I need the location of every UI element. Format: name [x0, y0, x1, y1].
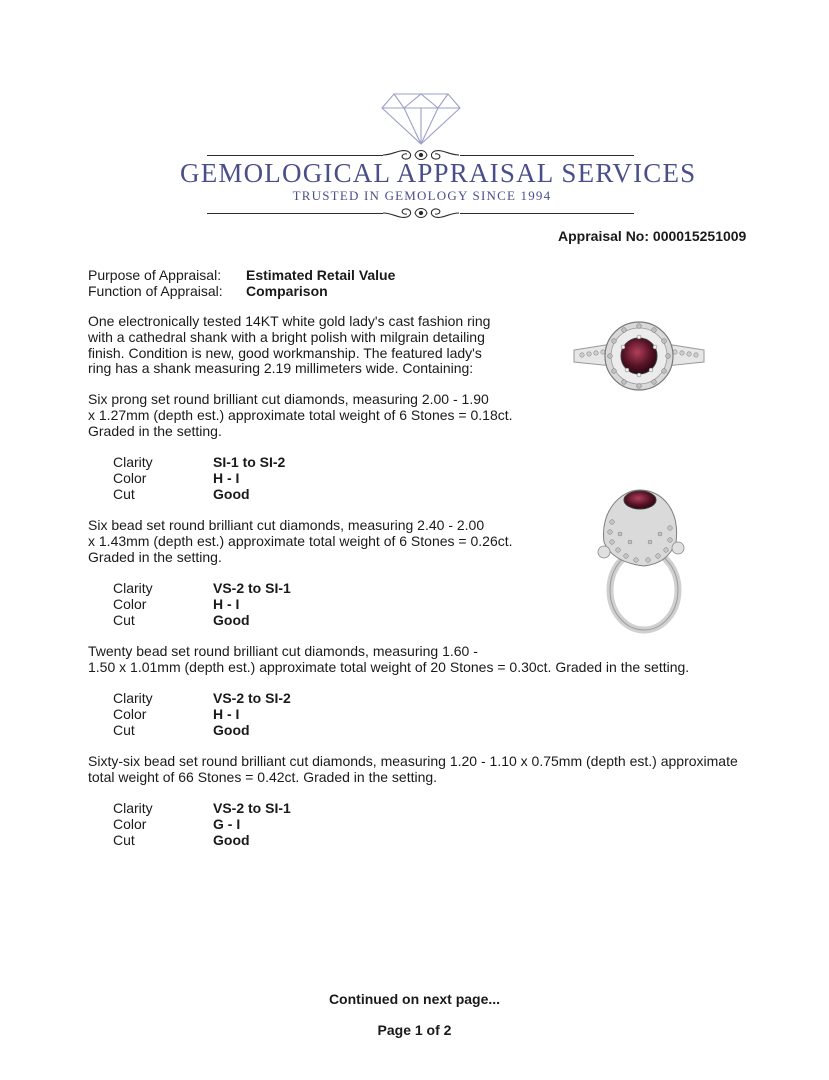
function-value: Comparison	[246, 283, 328, 299]
stone-group-1-values	[213, 455, 285, 502]
clarity-label: Clarity	[113, 690, 153, 706]
cut-value: Good	[213, 721, 250, 738]
header-rule-bottom-right	[460, 213, 634, 214]
color-label: Color	[113, 705, 147, 722]
stone-line: 1.50 x 1.01mm (depth est.) approximate total weight of 20 Stones = 0.30ct. Graded in the setting.	[88, 658, 690, 675]
stone-line: x 1.43mm (depth est.) approximate total weight of 6 Stones = 0.26ct.	[88, 532, 513, 549]
stone-line: total weight of 66 Stones = 0.42ct. Graded in the setting.	[88, 768, 438, 785]
stone-group-4-description	[88, 754, 738, 786]
diamond-logo-icon	[380, 92, 462, 146]
cut-label: Cut	[113, 611, 135, 628]
description-line: with a cathedral shank with a bright polish with milgrain detailing	[88, 328, 485, 345]
ring-side-view-photo	[590, 482, 688, 634]
color-label: Color	[113, 469, 147, 486]
cut-label: Cut	[113, 485, 135, 502]
stone-group-1-description	[88, 392, 513, 439]
stone-line: Graded in the setting.	[88, 422, 222, 439]
stone-line: Six prong set round brilliant cut diamonds, measuring 2.00 - 1.90	[88, 391, 489, 407]
stone-group-2-description	[88, 518, 513, 565]
stone-line: Six bead set round brilliant cut diamonds, measuring 2.40 - 2.00	[88, 517, 485, 533]
color-value: H - I	[213, 705, 240, 722]
description-line: finish. Condition is new, good workmanship. The featured lady's	[88, 344, 482, 361]
continued-note: Continued on next page...	[328, 991, 501, 1007]
cut-label: Cut	[113, 721, 135, 738]
stone-group-3-labels	[113, 691, 153, 738]
appraisal-number: Appraisal No: 000015251009	[558, 228, 747, 244]
cut-value: Good	[213, 485, 250, 502]
color-value: H - I	[213, 469, 240, 486]
stone-line: x 1.27mm (depth est.) approximate total weight of 6 Stones = 0.18ct.	[88, 406, 513, 423]
color-label: Color	[113, 595, 147, 612]
stone-line: Sixty-six bead set round brilliant cut diamonds, measuring 1.20 - 1.10 x 0.75mm (depth est.) approximate	[88, 753, 738, 769]
stone-group-3-values	[213, 691, 291, 738]
cut-value: Good	[213, 831, 250, 848]
description-line: ring has a shank measuring 2.19 millimeters wide. Containing:	[88, 360, 474, 377]
description-line: One electronically tested 14KT white gold lady's cast fashion ring	[88, 313, 491, 329]
cut-value: Good	[213, 611, 250, 628]
header-rule-bottom-left	[207, 213, 383, 214]
clarity-label: Clarity	[113, 454, 153, 470]
stone-group-3-description	[88, 644, 689, 676]
clarity-value: VS-2 to SI-1	[213, 580, 291, 596]
ring-description	[88, 314, 490, 377]
company-name: GEMOLOGICAL APPRAISAL SERVICES	[180, 158, 697, 188]
stone-line: Twenty bead set round brilliant cut diamonds, measuring 1.60 -	[88, 643, 478, 659]
clarity-label: Clarity	[113, 800, 153, 816]
stone-group-4-labels	[113, 801, 153, 848]
cut-label: Cut	[113, 831, 135, 848]
page-number: Page 1 of 2	[377, 1022, 452, 1038]
clarity-value: VS-2 to SI-1	[213, 800, 291, 816]
clarity-value: SI-1 to SI-2	[213, 454, 286, 470]
stone-group-2-values	[213, 581, 291, 628]
header-rule-top-right	[460, 155, 634, 156]
company-tagline: TRUSTED IN GEMOLOGY SINCE 1994	[292, 188, 552, 203]
clarity-label: Clarity	[113, 580, 153, 596]
ring-top-view-photo	[572, 318, 706, 394]
stone-group-4-values	[213, 801, 291, 848]
purpose-label: Purpose of Appraisal:	[88, 267, 222, 283]
stone-group-2-labels	[113, 581, 153, 628]
purpose-value: Estimated Retail Value	[246, 267, 396, 283]
stone-group-1-labels	[113, 455, 153, 502]
color-label: Color	[113, 815, 147, 832]
flourish-ornament-icon	[381, 203, 461, 223]
header-rule-top-left	[207, 155, 383, 156]
function-label: Function of Appraisal:	[88, 283, 223, 299]
clarity-value: VS-2 to SI-2	[213, 690, 291, 706]
color-value: H - I	[213, 595, 240, 612]
stone-line: Graded in the setting.	[88, 548, 222, 565]
color-value: G - I	[213, 815, 241, 832]
